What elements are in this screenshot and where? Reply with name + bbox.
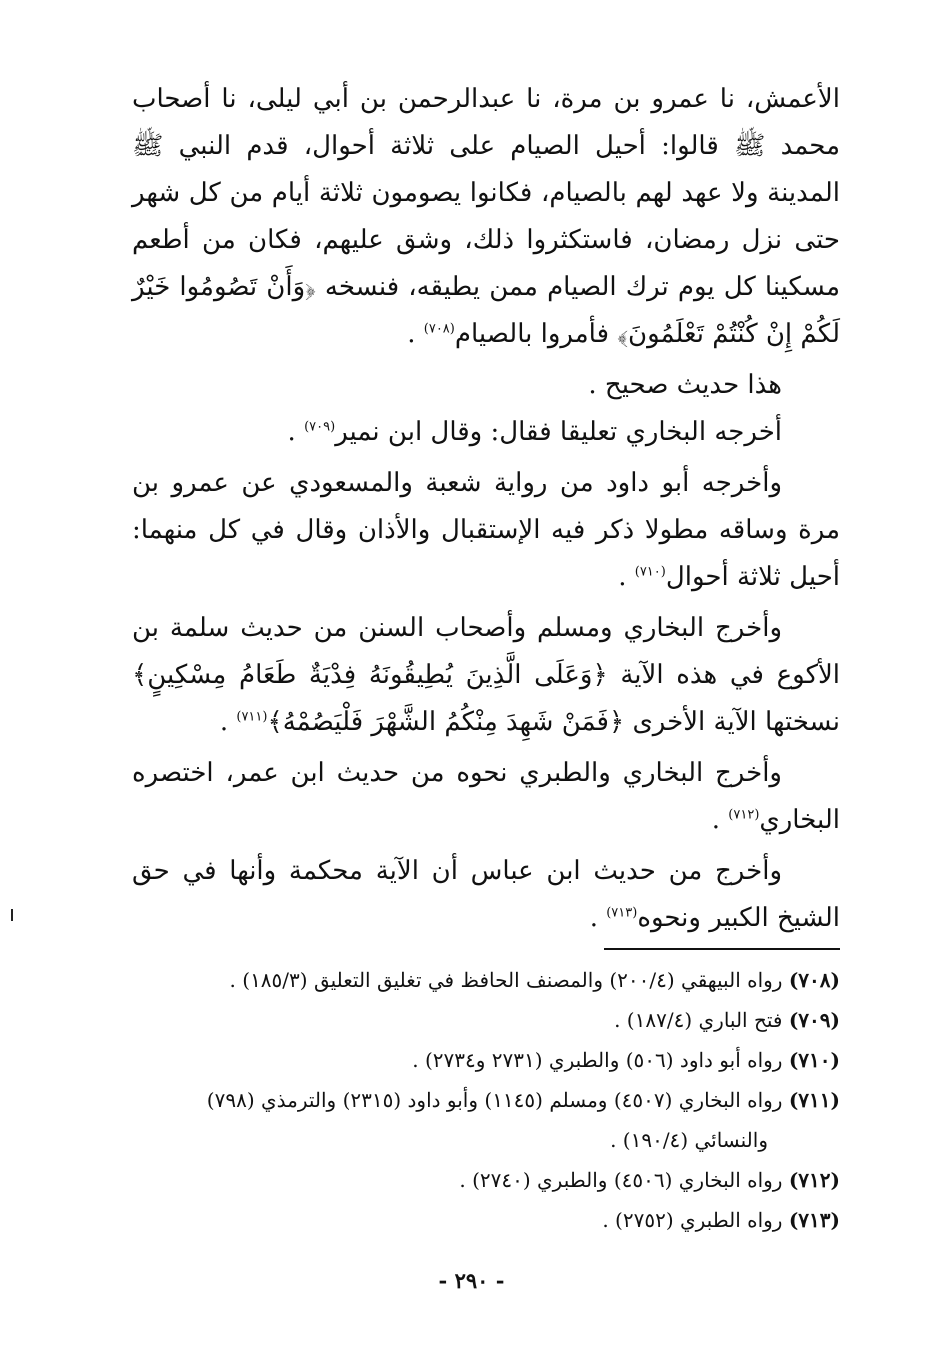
footnote-ref[interactable]: (٧٠٨) (423, 321, 455, 337)
footnote-text: رواه الطبري (٢٧٥٢) . (602, 1208, 783, 1232)
footnote-ref[interactable]: (٧١١) (236, 709, 268, 725)
footnote-divider (604, 948, 840, 950)
footnote-ref[interactable]: (٧١٠) (634, 564, 666, 580)
paragraph-salama (132, 605, 840, 746)
footnote-713 (132, 1200, 840, 1240)
paragraph-bukhari (132, 409, 840, 456)
paragraph-text: الأعمش، نا عمرو بن مرة، نا عبدالرحمن بن أبي ليلى، نا أصحاب محمد ﷺ قالوا: أحيل الصيام على ثلاثة أحوال، قدم النبي ﷺ المدينة ولا عهد لهم بالصيام، فكانوا يصومون ثلاثة أيام من كل شهر حتى نزل رمضان، فاستكثروا ذلك، وشق عليهم، فكان من أطعم مسكينا كل يوم ترك الصيام ممن يطيقه، فنسخه ﴿وَأَنْ تَصُومُوا خَيْرٌ لَكُمْ إِنْ كُنْتُمْ تَعْلَمُونَ﴾ فأمروا بالصيام (132, 84, 840, 349)
footnote-text: فتح الباري (١٨٧/٤) . (614, 1008, 783, 1032)
paragraph-text: أخرجه البخاري تعليقا فقال: وقال ابن نمير (335, 417, 782, 447)
footnote-number: (٧١٣) (788, 1208, 840, 1232)
paragraph-text: وأخرج البخاري والطبري نحوه من حديث ابن عمر، اختصره البخاري (132, 758, 840, 835)
paragraph-text: وأخرج من حديث ابن عباس أن الآية محكمة وأنها في حق الشيخ الكبير ونحوه (132, 856, 840, 933)
footnote-709 (132, 1000, 840, 1040)
footnote-number: (٧٠٨) (788, 968, 840, 992)
period: . (711, 805, 721, 835)
main-text (132, 76, 840, 942)
period: . (219, 707, 229, 737)
footnote-text: رواه البيهقي (٢٠٠/٤) والمصنف الحافظ في تغليق التعليق (١٨٥/٣) . (229, 968, 783, 992)
footnote-710 (132, 1040, 840, 1080)
paragraph-ibn-abbas (132, 848, 840, 942)
footnote-ref[interactable]: (٧٠٩) (304, 419, 336, 435)
footnote-text: رواه أبو داود (٥٠٦) والطبري (٢٧٣١ و٢٧٣٤) . (412, 1048, 783, 1072)
period: . (589, 903, 598, 933)
paragraph-ibn-umar (132, 750, 840, 844)
paragraph-abu-dawud (132, 460, 840, 601)
paragraph-text: وأخرجه أبو داود من رواية شعبة والمسعودي عن عمرو بن مرة وساقه مطولا ذكر فيه الإستقبال والأذان وقال في كل منهما: أحيل ثلاثة أحوال (132, 468, 840, 592)
footnote-text: رواه البخاري (٤٥٠٦) والطبري (٢٧٤٠) . (459, 1168, 783, 1192)
footnote-712 (132, 1160, 840, 1200)
paragraph-text: وأخرج البخاري ومسلم وأصحاب السنن من حديث سلمة بن الأكوع في هذه الآية ﴿وَعَلَى الَّذِينَ يُطِيقُونَهُ فِدْيَةٌ طَعَامُ مِسْكِينٍ﴾ نسختها الآية الأخرى ﴿فَمَنْ شَهِدَ مِنْكُمُ الشَّهْرَ فَلْيَصُمْهُ﴾ (132, 613, 840, 737)
footnote-number: (٧١٢) (788, 1168, 840, 1192)
period: . (618, 562, 627, 592)
margin-mark (11, 909, 13, 921)
paragraph-text: هذا حديث صحيح . (588, 370, 782, 400)
page-number: - ٢٩٠ - (438, 1268, 505, 1293)
footnote-continuation: والنسائي (١٩٠/٤) . (610, 1128, 768, 1152)
period: . (287, 417, 296, 447)
paragraph-grade (132, 362, 840, 409)
footnote-number: (٧٠٩) (788, 1008, 840, 1032)
footnote-text: رواه البخاري (٤٥٠٧) ومسلم (١١٤٥) وأبو داود (٢٣١٥) والترمذي (٧٩٨) (206, 1088, 783, 1112)
footnotes (132, 960, 840, 1240)
footnote-ref[interactable]: (٧١٢) (728, 807, 760, 823)
period: . (407, 319, 416, 349)
footnote-708 (132, 960, 840, 1000)
footnote-number: (٧١٠) (788, 1048, 840, 1072)
paragraph-hadith (132, 76, 840, 358)
footnote-711 (132, 1080, 840, 1160)
footnote-ref[interactable]: (٧١٣) (606, 905, 638, 921)
footnote-number: (٧١١) (788, 1088, 840, 1112)
